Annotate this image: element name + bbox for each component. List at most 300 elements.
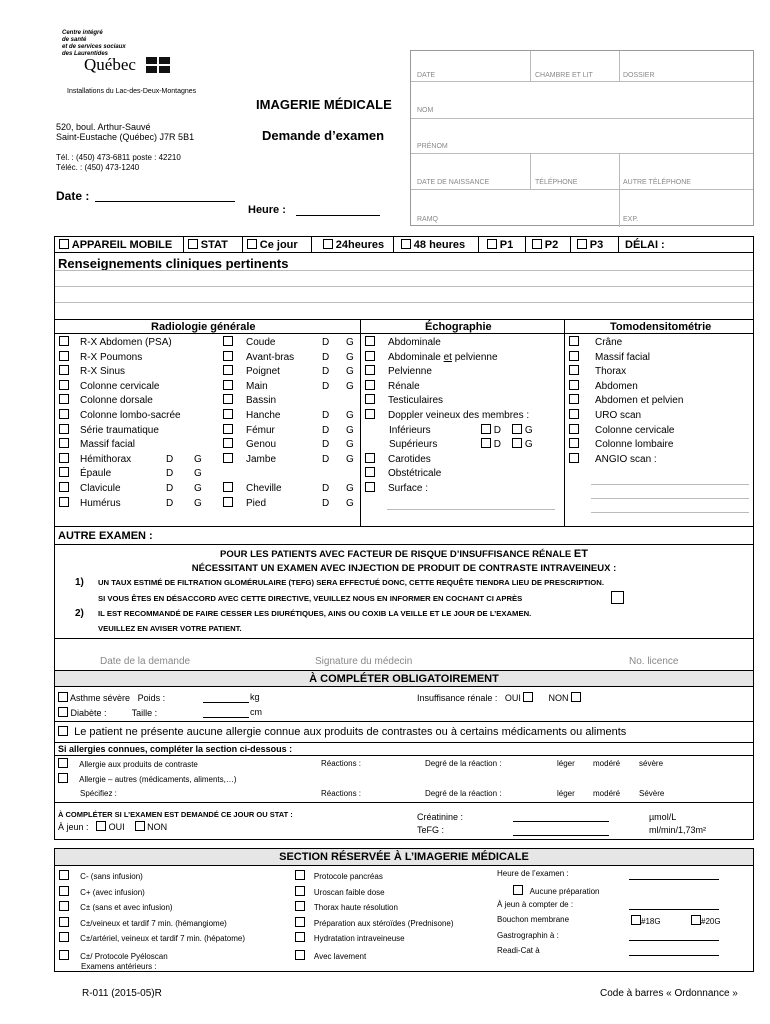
heure-label: Heure :: [248, 204, 286, 216]
modere-2[interactable]: modéré: [593, 789, 621, 798]
radiologie-title: Radiologie générale: [151, 321, 256, 333]
tomo-item-label: Colonne cervicale: [595, 424, 675, 436]
patient-exp-label: EXP.: [623, 216, 639, 223]
echo-column: [365, 336, 533, 497]
side-d[interactable]: D: [322, 337, 330, 348]
readi-field[interactable]: [629, 955, 719, 956]
radio-item[interactable]: [59, 482, 202, 497]
radio-item-label: Main: [246, 380, 268, 392]
radio-item-label: Avant-bras: [246, 351, 295, 363]
section-item[interactable]: [59, 869, 245, 885]
priority-48h[interactable]: [401, 239, 465, 251]
priority-ce-jour[interactable]: [247, 239, 298, 251]
a-jour-title: À COMPLÉTER SI L’EXAMEN EST DEMANDÉ CE JOUR OU STAT :: [58, 810, 293, 819]
section-item[interactable]: [59, 900, 245, 916]
section-item[interactable]: [59, 885, 245, 901]
gastro-label: Gastrographin à :: [497, 931, 559, 940]
quebec-wordmark: Québec: [84, 55, 136, 74]
tomo-item-label: Massif facial: [595, 351, 651, 363]
tomo-item[interactable]: [569, 380, 683, 395]
radio-item-label: Fémur: [246, 424, 275, 436]
reactions-label-1: Réactions :: [321, 759, 362, 768]
section-col2: [295, 869, 454, 964]
section-item[interactable]: [295, 869, 454, 885]
priority-24h[interactable]: [323, 239, 384, 251]
priority-p2[interactable]: [532, 239, 558, 251]
echo-item[interactable]: [365, 482, 533, 497]
a-jeun-non-checkbox[interactable]: [135, 821, 145, 831]
a-jeun-label: À jeun :: [58, 822, 89, 832]
quebec-flag-icon: [146, 57, 170, 73]
section-item[interactable]: [295, 931, 454, 947]
side-g[interactable]: G: [346, 424, 354, 436]
leger-2[interactable]: léger: [557, 789, 575, 798]
checkbox[interactable]: [188, 239, 198, 249]
examens-anterieurs: Examens antérieurs :: [81, 962, 157, 971]
signature-label: Signature du médecin: [315, 656, 413, 667]
side-g[interactable]: G: [346, 482, 354, 494]
date-label: Date :: [56, 189, 90, 203]
page-title: IMAGERIE MÉDICALE: [256, 97, 392, 112]
g18-option[interactable]: [631, 915, 661, 926]
radio-item-label: Pied: [246, 497, 267, 509]
specifiez-label: Spécifiez :: [80, 789, 117, 798]
side-g[interactable]: G: [346, 337, 354, 348]
side-g[interactable]: G: [194, 497, 202, 509]
side-d[interactable]: D: [322, 439, 330, 451]
radio-item[interactable]: [223, 424, 354, 439]
priority-p3[interactable]: [577, 239, 603, 251]
notice-heading-2: NÉCESSITANT UN EXAMEN AVEC INJECTION DE PRODUIT DE CONTRASTE INTRAVEINEUX :: [191, 563, 617, 574]
ajeun-compter-field[interactable]: [629, 909, 719, 910]
degre-label-1: Degré de la réaction :: [425, 759, 502, 768]
creatinine-field[interactable]: [513, 821, 609, 822]
section-item-label: Préparation aux stéroïdes (Prednisone): [313, 918, 454, 928]
tomo-item-label: URO scan: [595, 409, 642, 421]
priority-row: [54, 236, 754, 253]
section-col1: [59, 869, 245, 964]
diabete-label: Diabète :: [70, 708, 107, 718]
leger-1[interactable]: léger: [557, 759, 575, 768]
section-item[interactable]: [295, 916, 454, 932]
priority-label: 24heures: [335, 239, 385, 251]
side-g[interactable]: G: [346, 366, 354, 378]
g20-label: #20G: [701, 917, 721, 926]
cm-unit: cm: [250, 707, 262, 717]
radio-item[interactable]: [223, 394, 354, 409]
non-checkbox[interactable]: [571, 692, 581, 702]
radio-item[interactable]: [223, 336, 354, 351]
side-d[interactable]: D: [322, 424, 330, 436]
asthme-row[interactable]: [58, 692, 165, 703]
priority-appareil-mobile[interactable]: [59, 239, 172, 251]
side-g: G: [524, 424, 533, 436]
side-d[interactable]: D: [166, 482, 174, 494]
tomo-item[interactable]: [569, 365, 683, 380]
degre-label-2: Degré de la réaction :: [425, 789, 502, 798]
notice-num-2: 2): [75, 608, 84, 619]
side-d[interactable]: D: [322, 351, 330, 363]
allergie1-label: Allergie aux produits de contraste: [79, 760, 198, 769]
patient-ramq-label: RAMQ: [417, 216, 438, 223]
radio-item[interactable]: [59, 365, 202, 380]
autre-examen-box: [54, 527, 754, 639]
readi-label: Readi-Cat à: [497, 946, 540, 955]
inferieurs-label: Inférieurs: [389, 424, 431, 436]
echo-item-label: Rénale: [388, 380, 420, 392]
radio-item-label: Humérus: [80, 497, 121, 509]
tomo-item[interactable]: [569, 438, 683, 453]
section-item-label: Thorax haute résolution: [313, 903, 398, 912]
checkbox[interactable]: [247, 239, 257, 249]
echo-item[interactable]: [365, 467, 533, 482]
tomo-item[interactable]: [569, 453, 683, 468]
signature-row[interactable]: [54, 639, 754, 670]
radio-item[interactable]: [59, 497, 202, 512]
section-item-label: C- (sans infusion): [80, 872, 143, 881]
priority-label: 48 heures: [413, 239, 466, 251]
priority-label: APPAREIL MOBILE: [71, 239, 173, 251]
radio-item-label: Massif facial: [80, 439, 136, 451]
date-field[interactable]: [95, 201, 235, 202]
section-item[interactable]: [295, 885, 454, 901]
form-code: R-011 (2015-05)R: [82, 988, 162, 999]
echo-title: Échographie: [425, 321, 492, 333]
heure-examen-label: Heure de l’examen :: [497, 869, 569, 878]
tomo-item[interactable]: [569, 351, 683, 366]
notice-num-1: 1): [75, 577, 84, 588]
side-d[interactable]: D: [322, 453, 330, 465]
tomo-item-label: Thorax: [595, 366, 627, 378]
side-d[interactable]: D: [322, 380, 330, 392]
org-line4: des Laurentides: [62, 51, 109, 57]
patient-nom-label: NOM: [417, 107, 434, 114]
section-reservee-title: SECTION RÉSERVÉE À L’IMAGERIE MÉDICALE: [279, 851, 529, 863]
aucune-prep-label: Aucune préparation: [529, 887, 600, 896]
radiologie-col2: [223, 336, 354, 511]
side-g[interactable]: G: [346, 497, 354, 509]
no-allergy-label: Le patient ne présente aucune allergie connue aux produits de contrastes ou à certains médicaments ou aliments: [74, 726, 627, 738]
radio-item[interactable]: [59, 380, 202, 395]
org-line3: et de services sociaux: [62, 44, 126, 50]
radio-item[interactable]: [223, 380, 354, 395]
checkbox[interactable]: [532, 239, 542, 249]
notice-p1: UN TAUX ESTIMÉ DE FILTRATION GLOMÉRULAIRE (TEFG) SERA EFFECTUÉ DONC, CETTE REQUÊTE TIENDRA LIEU DE PRESCRIPTION.: [98, 578, 604, 587]
echo-item[interactable]: [365, 380, 533, 395]
disagree-checkbox[interactable]: [611, 591, 624, 604]
echo-item[interactable]: [365, 336, 533, 351]
oui-checkbox[interactable]: [523, 692, 533, 702]
radio-item-label: Clavicule: [80, 482, 121, 494]
checkbox[interactable]: [481, 438, 491, 448]
autre-examen-label: AUTRE EXAMEN :: [58, 530, 153, 542]
radio-item-label: Épaule: [80, 468, 112, 480]
radio-item[interactable]: [223, 438, 354, 453]
checkbox[interactable]: [577, 239, 587, 249]
tomo-item-label: Crâne: [595, 337, 623, 348]
tomo-item[interactable]: [569, 336, 683, 351]
notice-p2b: VEUILLEZ EN AVISER VOTRE PATIENT.: [98, 624, 242, 633]
side-d: D: [493, 439, 502, 451]
side-d[interactable]: D: [322, 366, 330, 378]
section-item-label: Avec lavement: [313, 951, 367, 961]
gastro-field[interactable]: [629, 940, 719, 941]
checkbox[interactable]: [512, 438, 522, 448]
side-g[interactable]: G: [194, 468, 202, 480]
priority-label: P2: [544, 239, 559, 251]
obligatoire-title: À COMPLÉTER OBLIGATOIREMENT: [309, 673, 499, 685]
radio-item-label: Coude: [246, 337, 276, 348]
tomo-title: Tomodensitométrie: [610, 321, 712, 333]
echo-item[interactable]: [365, 351, 533, 366]
side-g[interactable]: G: [194, 482, 202, 494]
creatinine-label: Créatinine :: [417, 812, 464, 822]
radio-item[interactable]: [59, 424, 202, 439]
echo-item-label: Doppler veineux des membres :: [388, 409, 530, 421]
radiologie-col1: [59, 336, 202, 511]
radio-item[interactable]: [223, 409, 354, 424]
angio-line-2[interactable]: [591, 498, 749, 499]
a-jeun-oui-checkbox[interactable]: [96, 821, 106, 831]
fax: Téléc. : (450) 473-1240: [56, 163, 140, 172]
radio-item[interactable]: [223, 482, 354, 497]
severe-2[interactable]: Sévère: [639, 789, 665, 798]
patient-prenom-label: PRÉNOM: [417, 143, 448, 150]
echo-item[interactable]: [365, 394, 533, 409]
address-line1: 520, boul. Arthur-Sauvé: [56, 122, 151, 132]
tomo-column: [569, 336, 683, 467]
superieurs-label: Supérieurs: [389, 439, 438, 451]
radio-item[interactable]: [223, 453, 354, 468]
side-d[interactable]: D: [166, 453, 174, 465]
priority-stat[interactable]: [188, 239, 228, 251]
radio-item-label: Série traumatique: [80, 424, 159, 436]
insuffisance-renale: [417, 692, 581, 703]
severe-1[interactable]: sévère: [639, 759, 664, 768]
section-item[interactable]: [295, 900, 454, 916]
echo-item-label: Testiculaires: [388, 395, 444, 407]
echo-item[interactable]: [365, 453, 533, 468]
installations: Installations du Lac-des-Deux-Montagnes: [67, 88, 197, 95]
doppler-superieurs: [389, 438, 533, 453]
poids-field[interactable]: [203, 702, 249, 703]
section-item-label: C+ (avec infusion): [80, 887, 145, 897]
section-reservee: [54, 848, 754, 972]
side-d[interactable]: D: [322, 409, 330, 421]
radio-item[interactable]: [59, 467, 202, 482]
radio-item[interactable]: [223, 351, 354, 366]
echo-item-label: Carotides: [388, 453, 431, 465]
radio-item[interactable]: [59, 409, 202, 424]
umol-unit: µmol/L: [649, 812, 677, 822]
exam-grid: [54, 319, 754, 527]
radio-item-label: R-X Abdomen (PSA): [80, 337, 172, 348]
heure-examen-field[interactable]: [629, 879, 719, 880]
echo-abdo-pelv-part2: pelvienne: [451, 351, 498, 363]
patient-naissance-label: DATE DE NAISSANCE: [417, 179, 490, 186]
side-g: G: [524, 439, 533, 451]
a-jeun-row: [58, 821, 167, 832]
checkbox[interactable]: [59, 239, 69, 249]
section-item-label: Uroscan faible dose: [313, 887, 385, 897]
asthme-label: Asthme sévère: [70, 693, 131, 703]
patient-telephone-label: TÉLÉPHONE: [535, 179, 578, 186]
section-item-label: Hydratation intraveineuse: [313, 934, 405, 943]
priority-p1[interactable]: [487, 239, 513, 251]
obligatoire-box: [54, 670, 754, 840]
checkbox[interactable]: [481, 424, 491, 434]
section-item-label: C± (sans et avec infusion): [80, 903, 173, 912]
patient-autre-tel-label: AUTRE TÉLÉPHONE: [623, 179, 691, 186]
tomo-item-label: ANGIO scan :: [595, 453, 657, 465]
notice-h1a: POUR LES PATIENTS AVEC FACTEUR DE RISQUE D’INSUFFISANCE RÉNALE: [220, 549, 574, 560]
radio-item[interactable]: [59, 336, 202, 351]
tefg-label: TeFG :: [417, 825, 445, 835]
g20-option[interactable]: [691, 915, 721, 926]
checkbox[interactable]: [323, 239, 333, 249]
delai-label: DÉLAI :: [625, 239, 665, 251]
diabete-row[interactable]: [58, 707, 157, 718]
echo-item[interactable]: [365, 409, 533, 424]
side-d[interactable]: D: [322, 482, 330, 494]
radio-item-label: Hanche: [246, 409, 281, 421]
radio-item-label: Poignet: [246, 366, 280, 378]
section-item-label: Protocole pancréas: [313, 872, 383, 881]
notice-heading-1: [55, 548, 753, 560]
bouchon-label: Bouchon membrane: [497, 915, 570, 924]
reactions-label-2: Réactions :: [321, 789, 362, 798]
radio-item[interactable]: [59, 351, 202, 366]
side-g[interactable]: G: [194, 453, 202, 465]
radio-item-label: Cheville: [246, 482, 282, 494]
radio-item-label: Colonne cervicale: [80, 380, 160, 392]
section-item-label: C±/ Protocole Pyéloscan: [80, 951, 168, 961]
side-g[interactable]: G: [346, 439, 354, 451]
side-g[interactable]: G: [346, 453, 354, 465]
address-line2: Saint-Eustache (Québec) J7R 5B1: [56, 132, 195, 142]
priority-label: Ce jour: [259, 239, 298, 251]
radio-item[interactable]: [223, 365, 354, 380]
non-label: NON: [548, 693, 569, 703]
org-phone: [56, 153, 181, 173]
section-item[interactable]: [295, 949, 454, 965]
mlmin-unit: ml/min/1,73m²: [649, 825, 707, 835]
radio-item-label: Hémithorax: [80, 453, 132, 465]
notice-p2: IL EST RECOMMANDÉ DE FAIRE CESSER LES DIURÉTIQUES, AINS OU COXIB LA VEILLE ET LE JOUR DE L’EXAMEN.: [98, 609, 532, 618]
radio-item-label: Colonne dorsale: [80, 395, 153, 407]
tefg-field[interactable]: [513, 835, 609, 836]
taille-label: Taille :: [131, 708, 158, 718]
allergie2-row[interactable]: [58, 773, 237, 784]
doppler-inferieurs: [389, 424, 533, 439]
a-jeun-oui: OUI: [108, 822, 125, 832]
g18-label: #18G: [641, 917, 661, 926]
tomo-item[interactable]: [569, 409, 683, 424]
org-line2: de santé: [62, 37, 87, 43]
page-subtitle: Demande d’examen: [262, 128, 385, 143]
tomo-item-label: Colonne lombaire: [595, 439, 674, 451]
section-item-label: C±/artériel, veineux et tardif 7 min. (hépatome): [80, 934, 246, 943]
heure-field[interactable]: [296, 215, 380, 216]
tomo-item-label: Abdomen: [595, 380, 638, 392]
allergie2-label: Allergie – autres (médicaments, aliments,…): [79, 775, 237, 784]
org-address: [56, 122, 194, 142]
side-g[interactable]: G: [346, 380, 354, 392]
radio-item-label: Jambe: [246, 453, 277, 465]
echo-abdo-pelv-et: et: [443, 351, 452, 363]
checkbox[interactable]: [512, 424, 522, 434]
allergie1-row[interactable]: [58, 758, 198, 769]
tomo-item[interactable]: [569, 394, 683, 409]
surface-line[interactable]: [387, 509, 555, 510]
oui-label: OUI: [504, 693, 521, 703]
aucune-prep[interactable]: [513, 885, 600, 896]
modere-1[interactable]: modéré: [593, 759, 621, 768]
section-item[interactable]: [59, 916, 245, 932]
patient-dossier-label: DOSSIER: [623, 72, 655, 79]
echo-item-label: Obstétricale: [388, 468, 442, 480]
renseignements-title: Renseignements cliniques pertinents: [58, 256, 289, 271]
licence-label: No. licence: [629, 656, 679, 667]
echo-abdo-pelv-part1: Abdominale: [388, 351, 444, 363]
checkbox[interactable]: [401, 239, 411, 249]
echo-item-label: Surface :: [388, 482, 429, 494]
renseignements-box[interactable]: [54, 253, 754, 319]
echo-item-label: [388, 352, 498, 363]
patient-date-label: DATE: [417, 72, 436, 79]
radio-item-label: R-X Sinus: [80, 366, 126, 378]
si-allergie-label: Si allergies connues, compléter la section ci-dessous :: [58, 744, 293, 754]
radio-item[interactable]: [59, 394, 202, 409]
angio-line-1[interactable]: [591, 484, 749, 485]
section-item-label: C±/veineux et tardif 7 min. (hémangiome): [80, 918, 227, 928]
tomo-item[interactable]: [569, 424, 683, 439]
angio-line-3[interactable]: [591, 512, 749, 513]
side-d[interactable]: D: [166, 468, 174, 480]
echo-item-label: Abdominale: [388, 337, 441, 348]
side-d[interactable]: D: [322, 497, 330, 509]
phone: Tél. : (450) 473-6811 poste : 42210: [56, 153, 181, 162]
checkbox[interactable]: [487, 239, 497, 249]
side-g[interactable]: G: [346, 351, 354, 363]
poids-label: Poids :: [137, 693, 166, 703]
taille-field[interactable]: [203, 717, 249, 718]
patient-chambre-label: CHAMBRE ET LIT: [535, 72, 593, 79]
org-line1: Centre intégré: [62, 30, 103, 36]
patient-box: [410, 50, 754, 226]
radio-item[interactable]: [59, 453, 202, 468]
no-allergy-row[interactable]: [58, 726, 626, 738]
kg-unit: kg: [250, 692, 260, 702]
ajeun-compter-label: À jeun à compter de :: [497, 900, 574, 909]
org-logo-text: [62, 30, 126, 58]
side-d: D: [493, 424, 502, 436]
radio-item-label: Bassin: [246, 395, 277, 407]
radio-item-label: Genou: [246, 439, 277, 451]
a-jeun-non: NON: [147, 822, 168, 832]
side-d[interactable]: D: [166, 497, 174, 509]
date-demande-label: Date de la demande: [100, 656, 191, 667]
radio-item[interactable]: [223, 497, 354, 512]
echo-item-label: Pelvienne: [388, 366, 432, 378]
echo-item[interactable]: [365, 365, 533, 380]
section-item[interactable]: [59, 931, 245, 947]
tomo-item-label: Abdomen et pelvien: [595, 395, 684, 407]
side-g[interactable]: G: [346, 409, 354, 421]
barcode-label: Code à barres « Ordonnance »: [600, 988, 738, 999]
priority-label: STAT: [200, 239, 228, 251]
radio-item[interactable]: [59, 438, 202, 453]
